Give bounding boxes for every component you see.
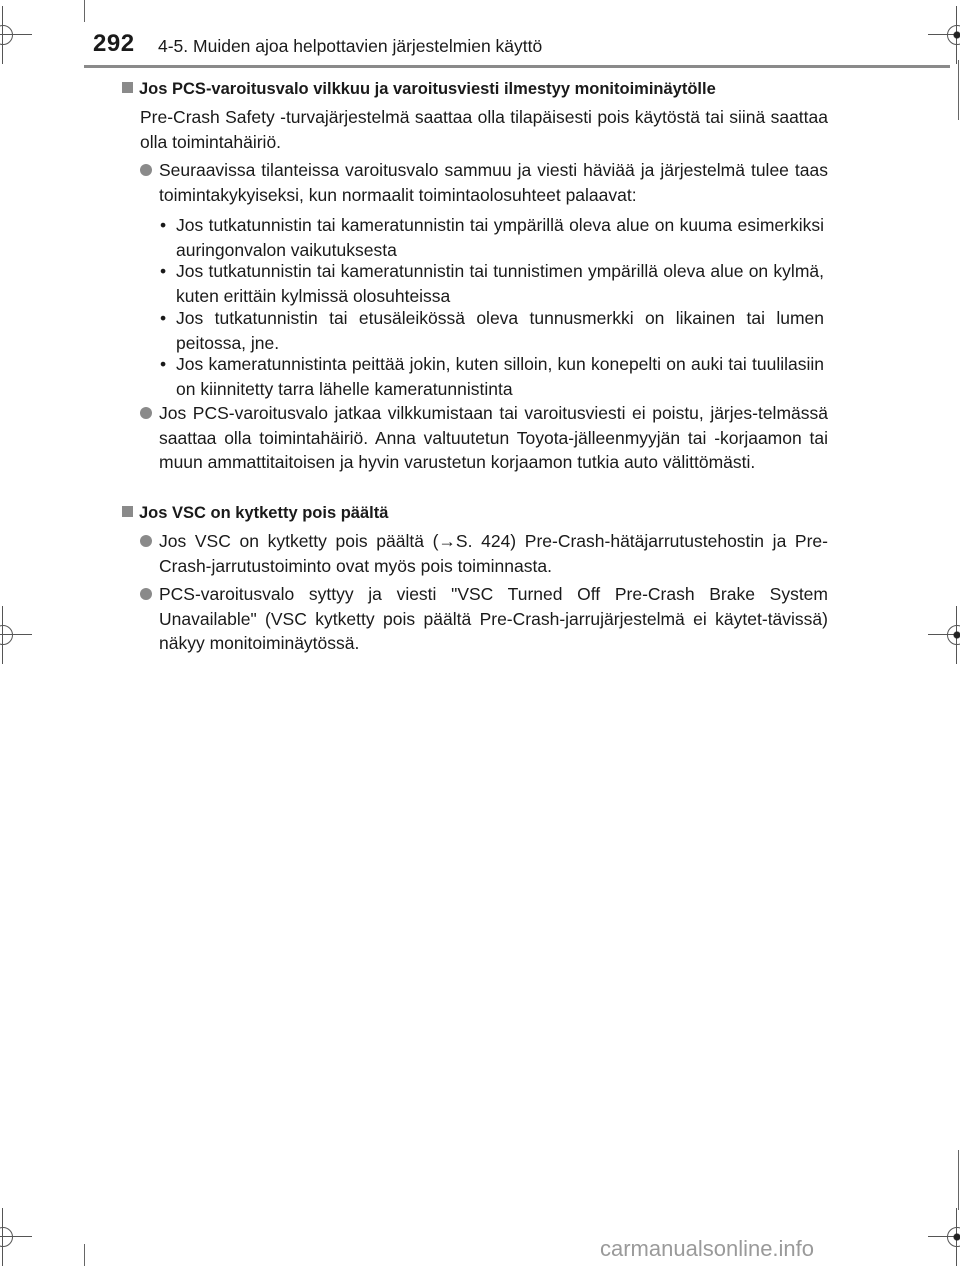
watermark: carmanualsonline.info <box>600 1236 815 1261</box>
registration-mark-mid-left <box>0 620 18 650</box>
list-item <box>140 529 828 578</box>
registration-mark-bottom-right <box>942 1222 960 1252</box>
registration-mark-top-left <box>0 20 18 50</box>
circle-bullet-icon <box>140 164 152 176</box>
chapter-title: 4-5. Muiden ajoa helpottavien järjestelmien käyttö <box>158 36 543 56</box>
registration-mark-bottom-left <box>0 1222 18 1252</box>
small-bullet-icon: • <box>160 354 167 374</box>
sub-list-item-text: Jos tutkatunnistin tai etusäleikössä oleva tunnusmerkki on likainen tai lumen peitossa, jne. <box>176 308 824 353</box>
small-bullet-icon: • <box>160 261 167 281</box>
section-heading-text: Jos PCS-varoitusvalo vilkkuu ja varoitusviesti ilmestyy monitoiminäytölle <box>139 80 716 98</box>
sub-list-item-text: Jos tutkatunnistin tai kameratunnistin tai tunnistimen ympärillä oleva alue on kylmä, kuten erittäin kylmissä olosuhteissa <box>176 261 824 306</box>
sub-list-item-text: Jos tutkatunnistin tai kameratunnistin tai ympärillä oleva alue on kuuma esimerkiksi auringonvalon vaikutuksesta <box>176 215 824 260</box>
sub-list-item <box>160 306 824 355</box>
list-item-text: Seuraavissa tilanteissa varoitusvalo sammuu ja viesti häviää ja järjestelmä tulee taas toimintakykyiseksi, kun normaalit toimintaolosuhteet palaavat: <box>159 160 828 205</box>
crop-mark-bottom <box>84 1244 85 1266</box>
list-item-text: Jos VSC on kytketty pois päältä (→S. 424) Pre-Crash-hätäjarrutustehostin ja Pre-Crash-jarrutustoiminto ovat myös pois toiminnasta. <box>159 531 828 576</box>
registration-mark-top-right <box>942 20 960 50</box>
registration-mark-mid-right <box>942 620 960 650</box>
small-bullet-icon: • <box>160 215 167 235</box>
square-bullet-icon <box>122 506 133 517</box>
crop-mark-right-top <box>958 60 959 120</box>
section-heading <box>122 504 388 523</box>
list-item-text: Jos PCS-varoitusvalo jatkaa vilkkumistaan tai varoitusviesti ei poistu, järjes-telmässä saattaa olla toimintahäiriö. Anna valtuutetun Toyota-jälleenmyyjän tai -korjaamon tai muun ammattitaitoisen ja hyvin varustetun korjaamon tutkia auto välittömästi. <box>159 403 828 472</box>
section-heading <box>122 80 716 99</box>
section-heading-text: Jos VSC on kytketty pois päältä <box>139 504 389 522</box>
sub-list-item <box>160 259 824 308</box>
square-bullet-icon <box>122 82 133 93</box>
crop-mark-right-bottom <box>958 1150 959 1210</box>
header-rule <box>84 65 950 68</box>
list-item <box>140 158 828 207</box>
circle-bullet-icon <box>140 535 152 547</box>
circle-bullet-icon <box>140 588 152 600</box>
crop-mark-top <box>84 0 85 22</box>
list-item <box>140 582 828 656</box>
sub-list-item <box>160 213 824 262</box>
small-bullet-icon: • <box>160 308 167 328</box>
list-item-text: PCS-varoitusvalo syttyy ja viesti "VSC Turned Off Pre-Crash Brake System Unavailable" (VSC kytketty pois päältä Pre-Crash-jarrujärjestelmä ei käytet-tävissä) näkyy monitoiminäytössä. <box>159 584 828 653</box>
sub-list-item-text: Jos kameratunnistinta peittää jokin, kuten silloin, kun konepelti on auki tai tuulilasiin on kiinnitetty tarra lähelle kameratunnistinta <box>176 354 824 399</box>
page-number: 292 <box>93 30 135 57</box>
list-item <box>140 401 828 475</box>
section-intro: Pre-Crash Safety -turvajärjestelmä saattaa olla tilapäisesti pois käytöstä tai siinä saattaa olla toimintahäiriö. <box>140 107 828 152</box>
circle-bullet-icon <box>140 407 152 419</box>
sub-list-item <box>160 352 824 401</box>
